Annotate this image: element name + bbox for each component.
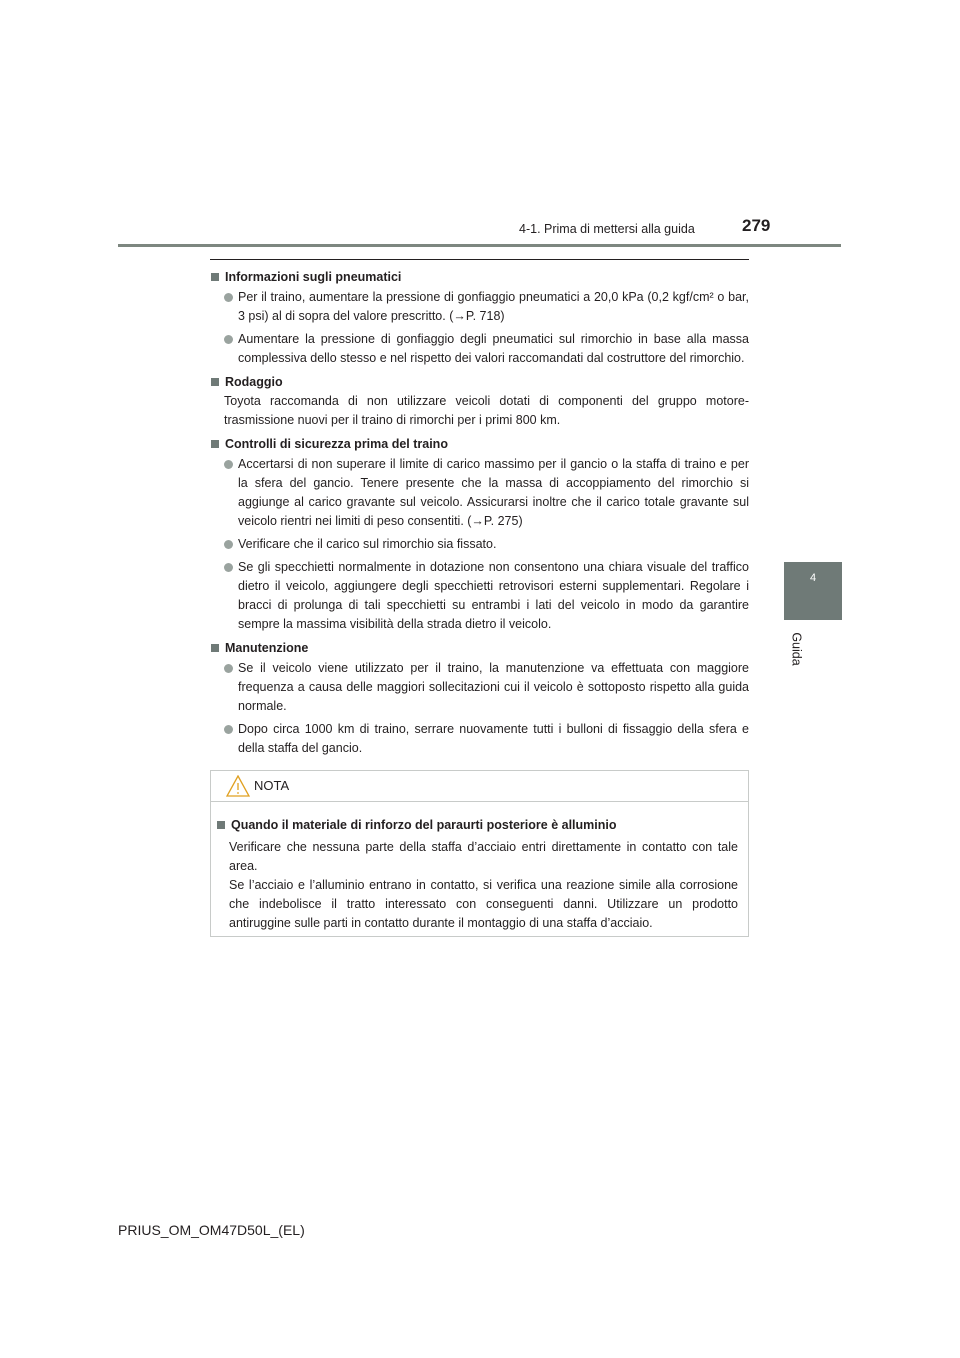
- section-title: Informazioni sugli pneumatici: [225, 270, 402, 284]
- section-break-in: [210, 373, 749, 430]
- circle-bullet-icon: [224, 335, 233, 344]
- footer-doc-code: PRIUS_OM_OM47D50L_(EL): [118, 1222, 305, 1238]
- paragraph: Se l’acciaio e l’alluminio entrano in contatto, si verifica una reazione simile alla corrosione che indebolisce il tratto interessato con conseguenti danni. Utilizzare un prodotto antiruggine sulle parti in contatto durante il montaggio di una staffa d’acciaio.: [229, 878, 738, 930]
- section-tires: [210, 268, 749, 368]
- circle-bullet-icon: [224, 540, 233, 549]
- square-bullet-icon: [211, 644, 219, 652]
- section-maintenance: [210, 639, 749, 758]
- chapter-tab: [784, 562, 842, 620]
- warning-triangle-icon: [226, 775, 250, 797]
- section-title: Rodaggio: [225, 375, 283, 389]
- header-section-title: 4-1. Prima di mettersi alla guida: [519, 222, 695, 236]
- nota-header: [211, 771, 748, 802]
- section-safety-checks: [210, 435, 749, 634]
- circle-bullet-icon: [224, 725, 233, 734]
- header-rule: [118, 244, 841, 247]
- nota-title: Quando il materiale di rinforzo del paraurti posteriore è alluminio: [231, 818, 617, 832]
- nota-box: [210, 770, 749, 937]
- list-item: Dopo circa 1000 km di traino, serrare nuovamente tutti i bulloni di fissaggio della sfera e della staffa del gancio.: [224, 720, 749, 758]
- content-top-rule: [210, 259, 749, 260]
- square-bullet-icon: [211, 378, 219, 386]
- list-item: Aumentare la pressione di gonfiaggio degli pneumatici sul rimorchio in base alla massa complessiva dello stesso e nel rispetto dei valori raccomandati dal costruttore del rimorchio.: [224, 330, 749, 368]
- chapter-label: Guida: [789, 632, 804, 666]
- chapter-number: 4: [809, 572, 817, 584]
- square-bullet-icon: [211, 273, 219, 281]
- section-title: Manutenzione: [225, 641, 309, 655]
- list-item: Per il traino, aumentare la pressione di gonfiaggio pneumatici a 20,0 kPa (0,2 kgf/cm² o bar, 3 psi) al di sopra del valore prescritto. (→P. 718): [224, 288, 749, 326]
- circle-bullet-icon: [224, 460, 233, 469]
- list-item: Se gli specchietti normalmente in dotazione non consentono una chiara visuale del traffico dietro il veicolo, aggiungere degli specchietti retrovisori esterni supplementari. Regolare i bracci di prolunga di tali specchietti su entrambi i lati del veicolo in modo da garantire sempre la massima visibilità della strada dietro il veicolo.: [224, 558, 749, 634]
- main-content: [210, 268, 749, 763]
- square-bullet-icon: [217, 821, 225, 829]
- section-title: Controlli di sicurezza prima del traino: [225, 437, 448, 451]
- circle-bullet-icon: [224, 563, 233, 572]
- list-item: Se il veicolo viene utilizzato per il traino, la manutenzione va effettuata con maggiore frequenza a causa delle maggiori sollecitazioni cui il veicolo è sottoposto rispetto alla guida normale.: [224, 659, 749, 716]
- nota-body: [211, 802, 748, 933]
- square-bullet-icon: [211, 440, 219, 448]
- list-item: Accertarsi di non superare il limite di carico massimo per il gancio o la staffa di traino e per la sfera del gancio. Tenere presente che la massa di accoppiamento del rimorchio si aggiunge al carico gravante sul veicolo. Assicurarsi inoltre che il carico totale gravante sul veicolo rientri nei limiti di peso consentiti. (→P. 275): [224, 455, 749, 531]
- nota-label: NOTA: [254, 778, 290, 793]
- circle-bullet-icon: [224, 293, 233, 302]
- paragraph: Toyota raccomanda di non utilizzare veicoli dotati di componenti del gruppo motore-trasmissione nuovi per il traino di rimorchi per i primi 800 km.: [224, 394, 749, 427]
- list-item: Verificare che il carico sul rimorchio sia fissato.: [224, 535, 749, 554]
- paragraph: Verificare che nessuna parte della staffa d’acciaio entri direttamente in contatto con tale area.: [229, 840, 738, 873]
- page-number: 279: [742, 216, 771, 235]
- circle-bullet-icon: [224, 664, 233, 673]
